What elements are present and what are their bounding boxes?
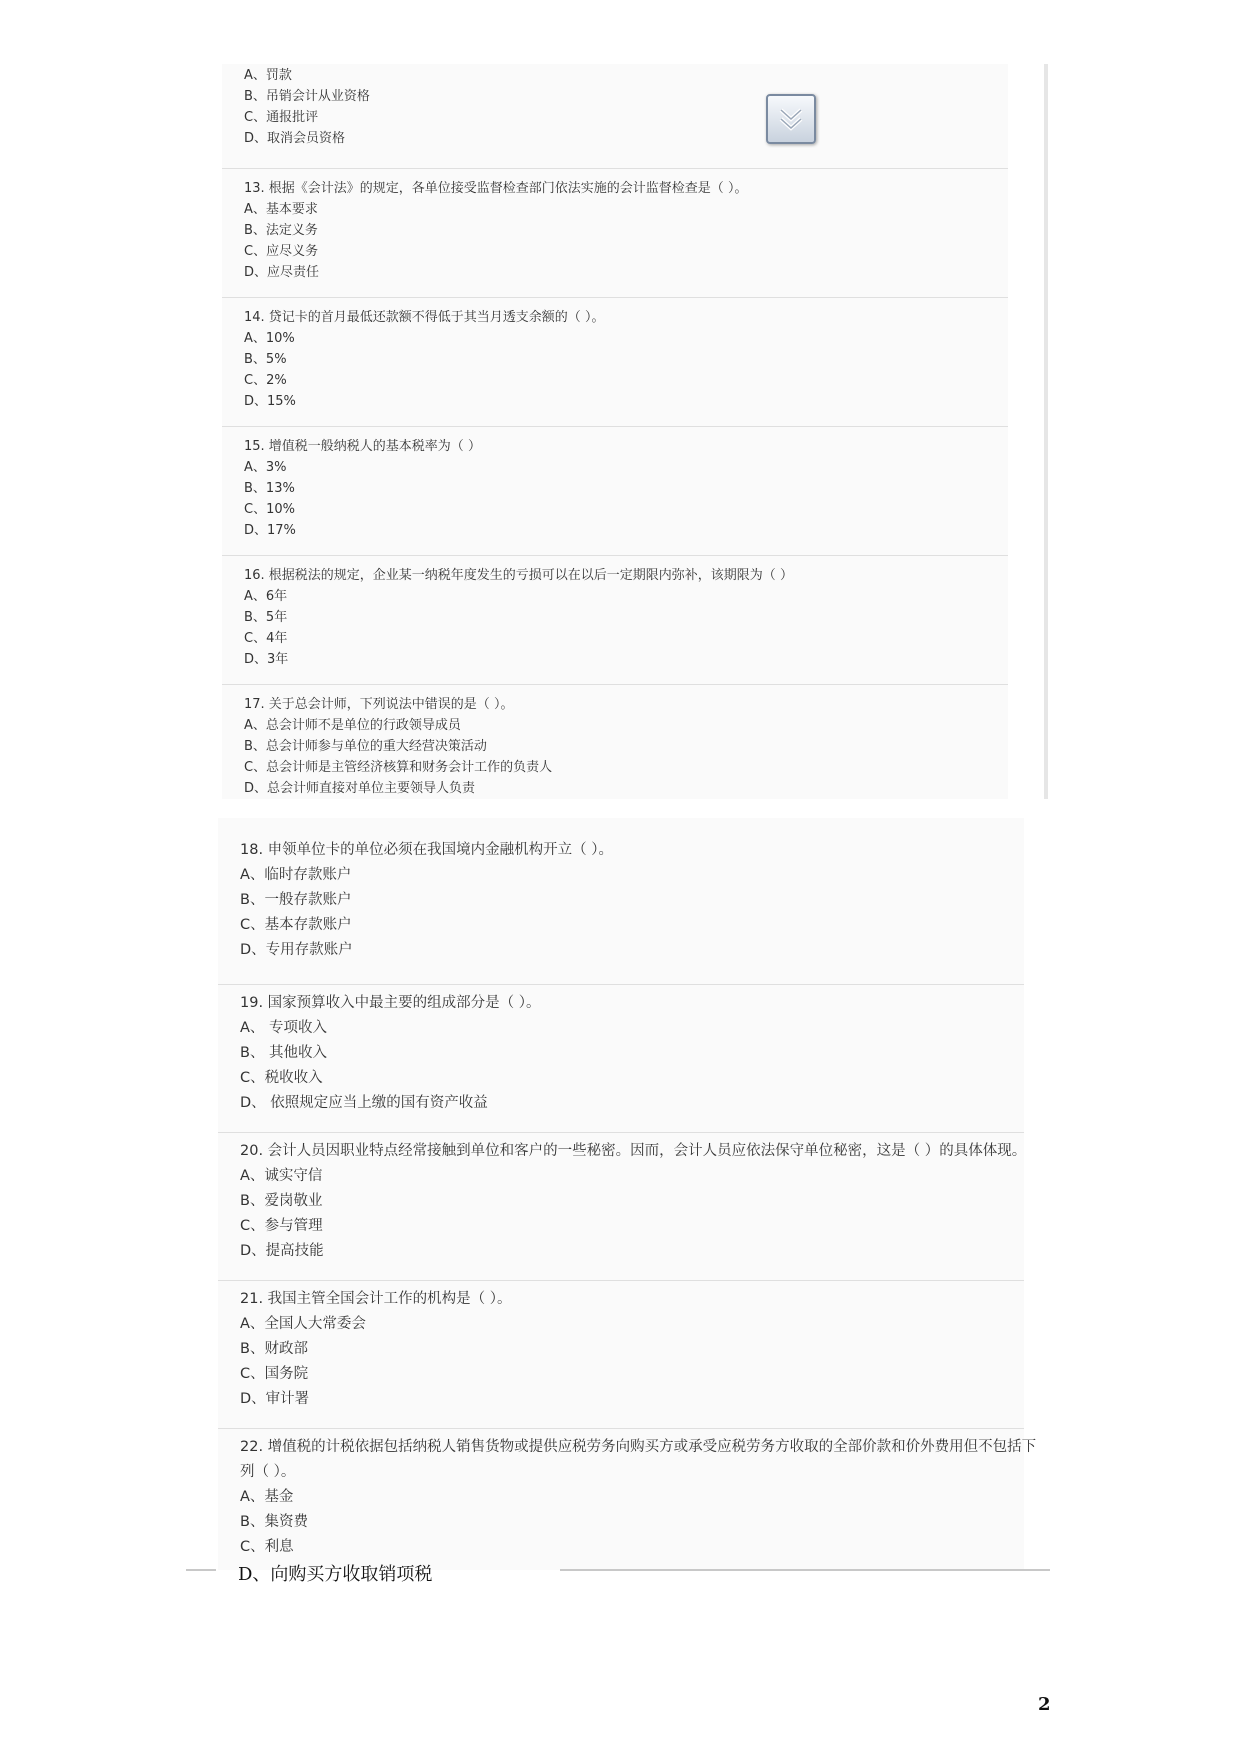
option-c: C、应尽义务: [244, 244, 319, 259]
option-c: C、参与管理: [240, 1218, 323, 1234]
question-text: 16. 根据税法的规定，企业某一纳税年度发生的亏损可以在以后一定期限内弥补，该期限为（ ）: [244, 568, 793, 583]
option-b: B、集资费: [240, 1514, 308, 1530]
question-text: 15. 增值税一般纳税人的基本税率为（ ）: [244, 439, 481, 454]
question-20: [218, 1132, 1027, 1281]
option-a: A、诚实守信: [240, 1168, 323, 1184]
question-12-tail: [222, 64, 1008, 168]
question-text: 13. 根据《会计法》的规定，各单位接受监督检查部门依法实施的会计监督检查是（ ）。: [244, 181, 748, 196]
option-c: C、通报批评: [244, 110, 319, 125]
divider: [186, 1569, 216, 1571]
question-text-line-2: 列（ ）。: [240, 1464, 296, 1480]
page-number: 2: [1038, 1694, 1051, 1715]
option-b: B、总会计师参与单位的重大经营决策活动: [244, 739, 487, 754]
option-a: A、临时存款账户: [240, 867, 352, 883]
option-b: B、5%: [244, 352, 287, 367]
option-c: C、利息: [240, 1539, 294, 1555]
option-a: A、 专项收入: [240, 1020, 328, 1036]
option-d: D、3年: [244, 652, 289, 667]
option-b: B、财政部: [240, 1341, 308, 1357]
exam-screenshot-1: [222, 64, 1008, 799]
option-d: D、 依照规定应当上缴的国有资产收益: [240, 1095, 488, 1111]
question-15: [222, 426, 1008, 556]
question-text-line-1: 22. 增值税的计税依据包括纳税人销售货物或提供应税劳务向购买方或承受应税劳务方收取的全部价款和价外费用但不包括下: [240, 1439, 1037, 1455]
option-a: A、基金: [240, 1489, 294, 1505]
scrollbar-track[interactable]: [1044, 64, 1048, 799]
question-14: [222, 297, 1008, 427]
option-d-typed: D、向购买方收取销项税: [238, 1564, 433, 1585]
option-d: D、审计署: [240, 1391, 310, 1407]
option-b: B、法定义务: [244, 223, 318, 238]
option-a: A、基本要求: [244, 202, 318, 217]
option-a: A、全国人大常委会: [240, 1316, 366, 1332]
option-b: B、5年: [244, 610, 288, 625]
option-d: D、专用存款账户: [240, 942, 353, 958]
option-a: A、罚款: [244, 68, 292, 83]
option-a: A、3%: [244, 460, 287, 475]
option-d: D、总会计师直接对单位主要领导人负责: [244, 781, 476, 796]
option-c: C、基本存款账户: [240, 917, 352, 933]
question-21: [218, 1280, 1024, 1429]
question-text: 17. 关于总会计师，下列说法中错误的是（ ）。: [244, 697, 514, 712]
question-16: [222, 555, 1008, 685]
option-c: C、4年: [244, 631, 288, 646]
question-19: [218, 984, 1024, 1133]
option-c: C、2%: [244, 373, 287, 388]
divider: [560, 1569, 1050, 1571]
option-d: D、15%: [244, 394, 296, 409]
option-b: B、吊销会计从业资格: [244, 89, 370, 104]
option-a: A、总会计师不是单位的行政领导成员: [244, 718, 461, 733]
option-d: D、提高技能: [240, 1243, 324, 1259]
option-c: C、税收收入: [240, 1070, 323, 1086]
question-text: 18. 申领单位卡的单位必须在我国境内金融机构开立（ ）。: [240, 842, 614, 858]
question-13: [222, 168, 1008, 298]
option-b: B、 其他收入: [240, 1045, 328, 1061]
option-c: C、10%: [244, 502, 295, 517]
option-d: D、应尽责任: [244, 265, 320, 280]
option-a: A、6年: [244, 589, 288, 604]
question-text: 19. 国家预算收入中最主要的组成部分是（ ）。: [240, 995, 541, 1011]
question-18: [218, 818, 1024, 984]
exam-screenshot-2: [218, 818, 1037, 1570]
question-text: 21. 我国主管全国会计工作的机构是（ ）。: [240, 1291, 512, 1307]
question-text: 14. 贷记卡的首月最低还款额不得低于其当月透支余额的（ ）。: [244, 310, 605, 325]
option-d: D、17%: [244, 523, 296, 538]
option-b: B、一般存款账户: [240, 892, 352, 908]
option-b: B、爱岗敬业: [240, 1193, 323, 1209]
option-d: D、取消会员资格: [244, 131, 346, 146]
question-22: [218, 1428, 1037, 1571]
question-17: [222, 684, 1008, 800]
scroll-down-button[interactable]: [766, 94, 816, 144]
option-c: C、国务院: [240, 1366, 309, 1382]
double-chevron-down-icon: [777, 104, 805, 134]
option-b: B、13%: [244, 481, 295, 496]
option-c: C、总会计师是主管经济核算和财务会计工作的负责人: [244, 760, 553, 775]
option-a: A、10%: [244, 331, 295, 346]
question-text: 20. 会计人员因职业特点经常接触到单位和客户的一些秘密。因而，会计人员应依法保守单位秘密，这是（ ）的具体体现。: [240, 1143, 1027, 1159]
